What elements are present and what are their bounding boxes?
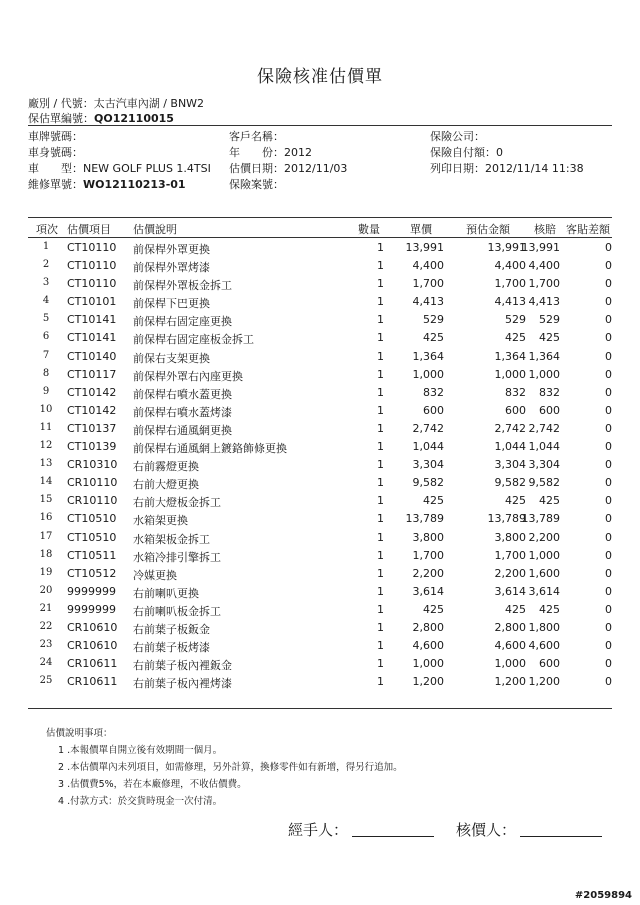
insurance-case-label: 保險案號： [229,178,284,191]
row-description: 右前葉子板鈑金 [133,622,210,636]
table-row [0,457,640,475]
row-code: CR10110 [67,476,118,490]
row-unit-price: 529 [423,313,444,327]
row-unit-price: 3,304 [412,458,444,472]
table-row [0,258,640,276]
row-code: CT10142 [67,403,117,417]
row-no: 21 [39,602,53,614]
row-amount: 425 [505,331,526,345]
row-quantity: 1 [377,602,384,616]
row-amount: 2,200 [494,566,526,580]
row-code: CT10510 [67,512,117,526]
row-approved: 832 [539,385,560,399]
row-code: 9999999 [67,602,116,616]
row-amount: 1,000 [494,657,526,671]
row-no: 5 [42,313,50,325]
row-description: 右前葉子板烤漆 [133,641,210,655]
row-unit-price: 1,000 [412,657,444,671]
row-no: 20 [39,584,53,596]
col-header-unit-price: 單價 [410,223,432,236]
row-approved: 9,582 [528,476,560,490]
row-approved: 1,200 [528,675,560,689]
table-row [0,330,640,348]
table-row [0,475,640,493]
table-row [0,385,640,403]
row-quantity: 1 [377,241,384,254]
row-unit-price: 2,742 [412,421,444,435]
deductible-value: 0 [496,146,503,159]
row-description: 水箱冷排引擎拆工 [133,550,221,564]
row-quantity: 1 [377,476,384,490]
row-approved: 2,200 [528,530,560,544]
row-no: 22 [39,620,53,632]
row-quantity: 1 [377,385,384,399]
document-title: 保險核准估價單 [257,67,383,87]
row-quantity: 1 [377,313,384,327]
row-amount: 13,789 [487,512,526,526]
row-approved: 425 [539,331,560,345]
row-unit-price: 425 [423,494,444,508]
row-code: CT10139 [67,440,117,454]
row-approved: 1,044 [528,440,560,454]
header-divider-top [28,125,612,126]
row-difference: 0 [605,385,612,399]
row-code: CT10110 [67,277,117,291]
row-difference: 0 [605,566,612,580]
table-top-rule [28,217,612,218]
row-code: CR10611 [67,657,118,671]
note-item: 1 .本報價單自開立後有效期間一個月。 [58,745,223,756]
row-no: 14 [39,476,53,488]
row-amount: 3,614 [494,584,526,598]
row-difference: 0 [605,639,612,653]
row-difference: 0 [605,259,612,273]
approver-signature [456,819,602,840]
row-description: 右前喇叭板金拆工 [133,604,221,618]
year-label: 年 份： [229,146,284,159]
row-amount: 600 [505,403,526,417]
table-row [0,674,640,692]
row-quantity: 1 [377,494,384,508]
row-approved: 1,000 [528,548,560,562]
row-no: 9 [42,385,50,397]
repair-number-label: 維修單號： [28,178,83,191]
row-approved: 600 [539,657,560,671]
row-quantity: 1 [377,295,384,309]
table-row [0,276,640,294]
notes-heading: 估價說明事項： [46,728,113,739]
row-no: 15 [39,494,53,506]
row-no: 10 [39,403,53,415]
row-description: 右前葉子板內裡鈑金 [133,659,232,673]
row-no: 6 [42,331,50,343]
row-description: 右前大燈板金拆工 [133,496,221,510]
row-code: CT10141 [67,331,117,345]
print-date-label: 列印日期： [430,162,485,175]
row-amount: 1,700 [494,548,526,562]
row-code: CT10510 [67,530,117,544]
table-row [0,312,640,330]
table-row [0,584,640,602]
note-item: 3 .估價費5%，若在本廠修理，不收估價費。 [58,779,247,790]
row-amount: 2,800 [494,620,526,634]
deductible-label: 保險自付額： [430,146,496,159]
row-difference: 0 [605,530,612,544]
row-description: 前保桿外罩板金拆工 [133,279,232,293]
row-no: 24 [39,657,53,669]
table-row [0,566,640,584]
col-header-approved: 核賠 [534,223,556,236]
row-quantity: 1 [377,675,384,689]
row-description: 前保桿下巴更換 [133,297,210,311]
row-amount: 13,991 [487,241,526,254]
row-approved: 3,304 [528,458,560,472]
table-row [0,511,640,529]
row-difference: 0 [605,458,612,472]
year-value: 2012 [284,146,312,159]
table-header-rule [28,237,612,238]
row-unit-price: 9,582 [412,476,444,490]
estimate-date-label: 估價日期： [229,162,284,175]
row-code: CR10610 [67,620,118,634]
row-code: CT10117 [67,367,117,381]
table-row [0,493,640,511]
deductible-row [430,144,503,160]
row-unit-price: 1,044 [412,440,444,454]
table-row [0,620,640,638]
row-no: 2 [42,259,50,271]
row-difference: 0 [605,675,612,689]
row-description: 前保桿右固定座板金拆工 [133,333,254,347]
row-difference: 0 [605,241,612,254]
row-unit-price: 832 [423,385,444,399]
row-approved: 13,991 [521,241,560,254]
row-amount: 1,700 [494,277,526,291]
row-difference: 0 [605,421,612,435]
car-model-row [28,160,211,176]
row-difference: 0 [605,494,612,508]
insurer-label: 保險公司： [430,130,485,143]
row-amount: 425 [505,494,526,508]
row-difference: 0 [605,440,612,454]
row-approved: 1,700 [528,277,560,291]
row-amount: 3,800 [494,530,526,544]
row-quantity: 1 [377,349,384,363]
row-code: CT10140 [67,349,117,363]
customer-name-label: 客戶名稱： [229,130,284,143]
row-difference: 0 [605,403,612,417]
row-difference: 0 [605,349,612,363]
col-header-code: 估價項目 [67,223,111,236]
row-unit-price: 1,000 [412,367,444,381]
row-unit-price: 2,200 [412,566,444,580]
row-code: CR10310 [67,458,118,472]
row-unit-price: 4,413 [412,295,444,309]
row-difference: 0 [605,277,612,291]
row-quantity: 1 [377,548,384,562]
row-no: 23 [39,639,53,651]
row-unit-price: 425 [423,602,444,616]
row-quantity: 1 [377,566,384,580]
row-description: 右前葉子板內裡烤漆 [133,677,232,691]
row-amount: 425 [505,602,526,616]
row-description: 水箱架更換 [133,514,188,528]
row-difference: 0 [605,602,612,616]
row-quantity: 1 [377,277,384,291]
print-date: 2012/11/14 11:38 [485,162,584,175]
row-quantity: 1 [377,584,384,598]
handler-signature [288,819,434,840]
row-approved: 529 [539,313,560,327]
estimate-table-body [0,240,640,692]
row-unit-price: 600 [423,403,444,417]
row-description: 前保桿右噴水蓋烤漆 [133,405,232,419]
chassis-number-label: 車身號碼： [28,146,83,159]
row-amount: 9,582 [494,476,526,490]
row-amount: 2,742 [494,421,526,435]
col-header-amount: 預估金額 [466,223,510,236]
row-approved: 4,413 [528,295,560,309]
table-row [0,294,640,312]
row-description: 前保右支架更換 [133,351,210,365]
row-approved: 1,364 [528,349,560,363]
col-header-diff: 客貼差額 [566,223,610,236]
row-difference: 0 [605,295,612,309]
row-quantity: 1 [377,639,384,653]
row-difference: 0 [605,584,612,598]
row-description: 前保桿外罩右內座更換 [133,369,243,383]
row-unit-price: 1,364 [412,349,444,363]
row-unit-price: 3,800 [412,530,444,544]
row-code: CT10110 [67,241,117,254]
table-row [0,656,640,674]
plate-number-label: 車牌號碼： [28,130,83,143]
row-description: 右前大燈更換 [133,478,199,492]
row-no: 7 [42,349,50,361]
row-quantity: 1 [377,259,384,273]
row-no: 18 [39,548,53,560]
row-no: 4 [42,295,50,307]
row-approved: 3,614 [528,584,560,598]
row-approved: 425 [539,494,560,508]
table-row [0,439,640,457]
table-row [0,602,640,620]
row-no: 19 [39,566,53,578]
quote-number: QO12110015 [94,112,174,125]
row-amount: 1,000 [494,367,526,381]
row-quantity: 1 [377,620,384,634]
row-amount: 4,400 [494,259,526,273]
row-unit-price: 3,614 [412,584,444,598]
document-stamp: #2059894 [574,890,632,901]
row-description: 前保桿右通風網更換 [133,423,232,437]
row-approved: 425 [539,602,560,616]
row-no: 16 [39,512,53,524]
note-item: 2 .本估價單內未列項目，如需修理，另外計算，換修零件如有新增，得另行追加。 [58,762,403,773]
repair-number: WO12110213-01 [83,178,186,191]
row-quantity: 1 [377,331,384,345]
col-header-desc: 估價說明 [133,223,177,236]
row-code: CT10511 [67,548,117,562]
row-amount: 4,413 [494,295,526,309]
estimate-date-row [229,160,347,176]
row-unit-price: 1,700 [412,277,444,291]
quote-number-row [28,110,174,126]
table-row [0,240,640,258]
approver-label: 核價人： [456,821,517,839]
row-quantity: 1 [377,421,384,435]
row-no: 25 [39,675,53,687]
print-date-row [430,160,584,176]
row-code: CT10142 [67,385,117,399]
row-approved: 13,789 [521,512,560,526]
handler-label: 經手人： [288,821,349,839]
row-unit-price: 4,400 [412,259,444,273]
row-quantity: 1 [377,403,384,417]
row-description: 右前霧燈更換 [133,460,199,474]
row-description: 前保桿外罩更換 [133,243,210,256]
row-unit-price: 13,991 [405,241,444,254]
row-description: 冷媒更換 [133,568,177,582]
row-no: 12 [39,440,53,452]
row-code: CR10110 [67,494,118,508]
row-amount: 1,200 [494,675,526,689]
row-no: 13 [39,458,53,470]
row-amount: 1,364 [494,349,526,363]
row-description: 前保桿右固定座更換 [133,315,232,329]
repair-number-row [28,176,186,192]
row-unit-price: 2,800 [412,620,444,634]
row-difference: 0 [605,512,612,526]
car-model: NEW GOLF PLUS 1.4TSI [83,162,211,175]
col-header-qty: 數量 [358,223,380,236]
row-approved: 1,600 [528,566,560,580]
estimate-date: 2012/11/03 [284,162,348,175]
table-row [0,403,640,421]
row-approved: 1,800 [528,620,560,634]
row-code: CT10101 [67,295,117,309]
row-no: 17 [39,530,53,542]
row-amount: 1,044 [494,440,526,454]
row-code: CT10137 [67,421,117,435]
row-quantity: 1 [377,512,384,526]
row-difference: 0 [605,367,612,381]
row-difference: 0 [605,331,612,345]
row-unit-price: 13,789 [405,512,444,526]
row-quantity: 1 [377,440,384,454]
row-quantity: 1 [377,367,384,381]
row-code: CT10141 [67,313,117,327]
table-row [0,638,640,656]
row-difference: 0 [605,476,612,490]
col-header-no: 項次 [36,223,58,236]
row-approved: 4,600 [528,639,560,653]
row-description: 前保桿外罩烤漆 [133,261,210,275]
row-unit-price: 4,600 [412,639,444,653]
row-code: CR10610 [67,639,118,653]
factory-code: 廠別 / 代號：太古汽車內湖 / BNW2 [28,97,205,110]
table-row [0,367,640,385]
quote-number-label: 保估單編號： [28,112,94,125]
approver-signature-line[interactable] [520,822,602,837]
row-amount: 4,600 [494,639,526,653]
row-approved: 600 [539,403,560,417]
row-code: CR10611 [67,675,118,689]
row-amount: 3,304 [494,458,526,472]
table-row [0,548,640,566]
row-unit-price: 1,700 [412,548,444,562]
table-row [0,530,640,548]
row-difference: 0 [605,313,612,327]
table-row [0,349,640,367]
year-row [229,144,312,160]
row-approved: 4,400 [528,259,560,273]
row-no: 1 [42,241,50,252]
row-difference: 0 [605,548,612,562]
row-code: 9999999 [67,584,116,598]
row-amount: 529 [505,313,526,327]
table-bottom-rule [28,708,612,709]
row-no: 3 [42,277,50,289]
row-approved: 2,742 [528,421,560,435]
row-description: 右前喇叭更換 [133,586,199,600]
row-unit-price: 1,200 [412,675,444,689]
row-quantity: 1 [377,530,384,544]
row-quantity: 1 [377,458,384,472]
row-code: CT10110 [67,259,117,273]
row-difference: 0 [605,657,612,671]
row-approved: 1,000 [528,367,560,381]
row-no: 8 [42,367,50,379]
row-no: 11 [39,421,53,433]
row-description: 前保桿右噴水蓋更換 [133,387,232,401]
row-difference: 0 [605,620,612,634]
notes-section [46,725,403,810]
row-quantity: 1 [377,657,384,671]
handler-signature-line[interactable] [352,822,434,837]
row-amount: 832 [505,385,526,399]
table-row [0,421,640,439]
note-item: 4 .付款方式：於交貨時現金一次付清。 [58,796,223,807]
row-description: 前保桿右通風網上鍍鉻飾條更換 [133,442,287,456]
row-description: 水箱架板金拆工 [133,532,210,546]
row-unit-price: 425 [423,331,444,345]
car-model-label: 車 型： [28,162,83,175]
row-code: CT10512 [67,566,117,580]
